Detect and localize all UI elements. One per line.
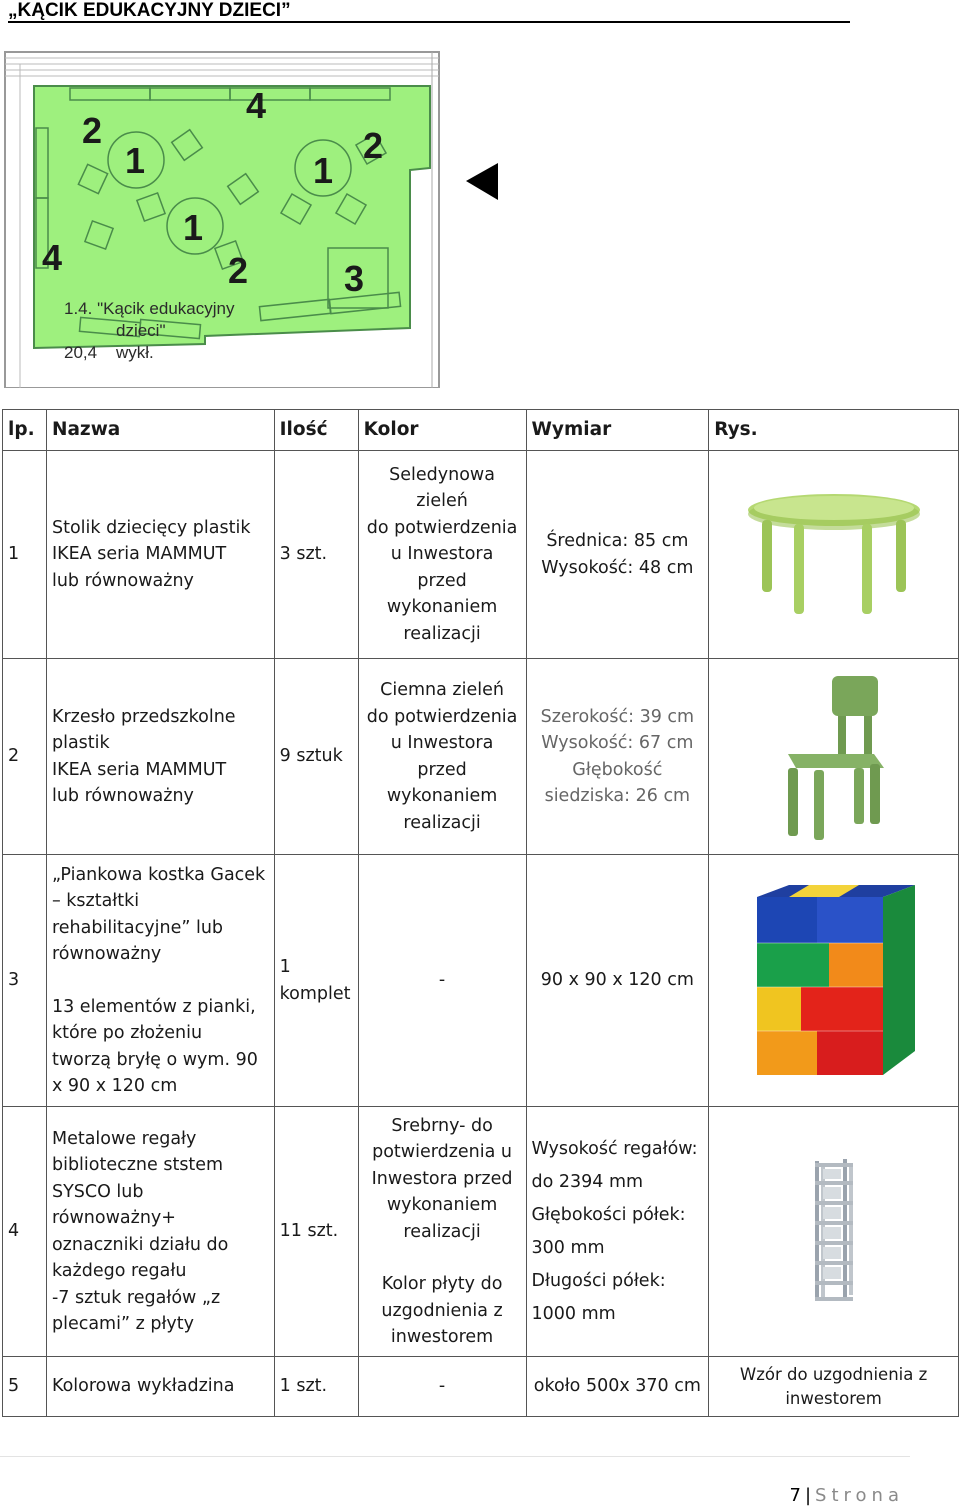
- row-nazwa: [46, 451, 274, 659]
- spec-table: [2, 409, 959, 1417]
- nazwa-line: x 90 x 120 cm: [51, 1076, 178, 1096]
- kolor-line: uzgodnienia z: [381, 1300, 503, 1321]
- nazwa-line: lub równoważny: [51, 570, 194, 591]
- nazwa-line: IKEA seria MAMMUT: [51, 759, 227, 780]
- table-row: [3, 855, 959, 1107]
- row-wymiar: [526, 1107, 709, 1357]
- nazwa-line: SYSCO lub: [51, 1181, 144, 1202]
- page-separator: |: [804, 1485, 812, 1506]
- row-wymiar: [526, 659, 709, 855]
- plan-area-unit: wykł.: [116, 343, 154, 362]
- row-lp: 3: [3, 855, 47, 1107]
- nazwa-line: równoważny+: [51, 1208, 176, 1228]
- kolor-line: u Inwestora: [390, 733, 494, 753]
- wymiar-line: Głębokości półek:: [531, 1204, 686, 1225]
- row-wymiar: 90 x 90 x 120 cm: [526, 855, 709, 1107]
- kolor-line: realizacji: [403, 623, 481, 644]
- plan-area: 20,4: [64, 343, 98, 362]
- plan-number: 1: [313, 150, 334, 191]
- chair-illustration-icon: [774, 672, 894, 842]
- nazwa-line: tworzą bryłę o wym. 90: [51, 1049, 258, 1070]
- row-ilosc: 3 szt.: [274, 451, 358, 659]
- nazwa-line: każdego regału: [51, 1261, 187, 1281]
- nazwa-line: Krzesło przedszkolne: [51, 706, 236, 727]
- row-lp: 2: [3, 659, 47, 855]
- plan-number: 2: [228, 250, 249, 291]
- kolor-line: do potwierdzenia: [366, 706, 518, 727]
- row-kolor: [358, 659, 526, 855]
- ilosc-line: komplet: [279, 983, 351, 1004]
- row-nazwa: Kolorowa wykładzina: [46, 1357, 274, 1417]
- kolor-line: potwierdzenia u: [372, 1142, 513, 1162]
- plan-label: 1.4. "Kącik edukacyjny: [64, 299, 235, 318]
- row-lp: 4: [3, 1107, 47, 1357]
- nazwa-line: biblioteczne ststem: [51, 1155, 224, 1175]
- plan-number: 1: [125, 140, 146, 181]
- kolor-line: Seledynowa: [389, 464, 495, 485]
- header-kolor: Kolor: [358, 410, 526, 451]
- row-lp: 1: [3, 451, 47, 659]
- kolor-line: wykonaniem: [386, 1195, 498, 1215]
- kolor-line: wykonaniem: [386, 786, 498, 806]
- kolor-line: do potwierdzenia: [366, 517, 518, 538]
- rys-line: Wzór do uzgodnienia z: [739, 1364, 928, 1384]
- plan-number: 2: [363, 125, 384, 166]
- table-row: [3, 659, 959, 855]
- row-kolor: [358, 451, 526, 659]
- nazwa-line: lub równoważny: [51, 786, 194, 806]
- kolor-line: inwestorem: [390, 1327, 494, 1347]
- kolor-line: realizacji: [403, 812, 481, 833]
- ilosc-line: 1: [279, 957, 291, 977]
- page-number: 7: [789, 1485, 801, 1506]
- table-row: [3, 451, 959, 659]
- plan-label: dzieci": [116, 321, 166, 340]
- row-rys: [709, 451, 959, 659]
- floor-plan: [0, 48, 500, 388]
- row-nazwa: [46, 1107, 274, 1357]
- wymiar-line: 300 mm: [531, 1237, 605, 1258]
- plan-number: 1: [183, 207, 204, 248]
- wymiar-line: Długości półek:: [531, 1270, 666, 1291]
- kolor-line: Srebrny- do: [391, 1115, 493, 1136]
- row-rys: [709, 1107, 959, 1357]
- plan-number: 2: [82, 110, 103, 151]
- table-illustration-icon: [744, 490, 924, 620]
- plan-number: 3: [344, 258, 365, 299]
- plan-number: 4: [246, 85, 267, 126]
- kolor-line: Ciemna zieleń: [380, 680, 504, 700]
- shelf-illustration-icon: [809, 1157, 859, 1307]
- wymiar-line: Głębokość: [572, 759, 663, 780]
- wymiar-line: Średnica: 85 cm: [546, 531, 689, 551]
- kolor-line: przed: [417, 570, 467, 591]
- kolor-line: zieleń: [416, 491, 468, 512]
- header-rys: Rys.: [709, 410, 959, 451]
- nazwa-line: które po złożeniu: [51, 1023, 203, 1043]
- header-lp: lp.: [3, 410, 47, 451]
- row-ilosc: [274, 855, 358, 1107]
- row-rys: [709, 659, 959, 855]
- row-wymiar: [526, 451, 709, 659]
- nazwa-line: oznaczniki działu do: [51, 1234, 229, 1255]
- nazwa-line: Stolik dziecięcy plastik: [51, 517, 251, 538]
- nazwa-line: Metalowe regały: [51, 1128, 197, 1149]
- row-kolor: -: [358, 855, 526, 1107]
- kolor-line: Kolor płyty do: [381, 1274, 503, 1294]
- wymiar-line: Wysokość: 48 cm: [541, 557, 694, 578]
- row-ilosc: 11 szt.: [274, 1107, 358, 1357]
- table-header-row: [3, 410, 959, 451]
- nazwa-line: plastik: [51, 733, 110, 753]
- row-nazwa: [46, 659, 274, 855]
- row-wymiar: około 500x 370 cm: [526, 1357, 709, 1417]
- kolor-line: wykonaniem: [386, 597, 498, 618]
- page-word: Strona: [815, 1485, 904, 1506]
- foam-cube-illustration-icon: [749, 881, 919, 1081]
- kolor-line: u Inwestora: [390, 544, 494, 565]
- table-row: [3, 1357, 959, 1417]
- nazwa-line: 13 elementów z pianki,: [51, 996, 256, 1017]
- wymiar-line: 1000 mm: [531, 1303, 616, 1324]
- rys-line: inwestorem: [785, 1388, 882, 1408]
- nazwa-line: rehabilitacyjne” lub: [51, 917, 224, 938]
- row-rys: [709, 855, 959, 1107]
- kolor-line: Inwestora przed: [371, 1168, 513, 1189]
- wymiar-line: Wysokość regałów:: [531, 1138, 698, 1159]
- table-row: [3, 1107, 959, 1357]
- header-ilosc: Ilość: [274, 410, 358, 451]
- footer-divider: [0, 1456, 910, 1457]
- row-rys: [709, 1357, 959, 1417]
- plan-number: 4: [42, 237, 63, 278]
- entrance-arrow-icon: [466, 163, 498, 200]
- row-lp: 5: [3, 1357, 47, 1417]
- nazwa-line: plecami” z płyty: [51, 1314, 194, 1334]
- wymiar-line: do 2394 mm: [531, 1171, 644, 1192]
- header-wymiar: Wymiar: [526, 410, 709, 451]
- header-nazwa: Nazwa: [46, 410, 274, 451]
- row-ilosc: 1 szt.: [274, 1357, 358, 1417]
- row-nazwa: [46, 855, 274, 1107]
- page-title: „KĄCIK EDUKACYJNY DZIECI”: [8, 0, 850, 23]
- page-footer: [790, 1485, 904, 1506]
- nazwa-line: „Piankowa kostka Gacek: [51, 864, 266, 885]
- row-kolor: -: [358, 1357, 526, 1417]
- wymiar-line: siedziska: 26 cm: [544, 786, 691, 806]
- nazwa-line: równoważny: [51, 944, 162, 964]
- nazwa-line: – kształtki: [51, 891, 140, 911]
- kolor-line: przed: [417, 759, 467, 780]
- kolor-line: realizacji: [403, 1221, 481, 1242]
- nazwa-line: IKEA seria MAMMUT: [51, 544, 227, 565]
- row-kolor: [358, 1107, 526, 1357]
- nazwa-line: -7 sztuk regałów „z: [51, 1287, 221, 1308]
- wymiar-line: Szerokość: 39 cm: [540, 706, 695, 727]
- wymiar-line: Wysokość: 67 cm: [541, 733, 694, 753]
- row-ilosc: 9 sztuk: [274, 659, 358, 855]
